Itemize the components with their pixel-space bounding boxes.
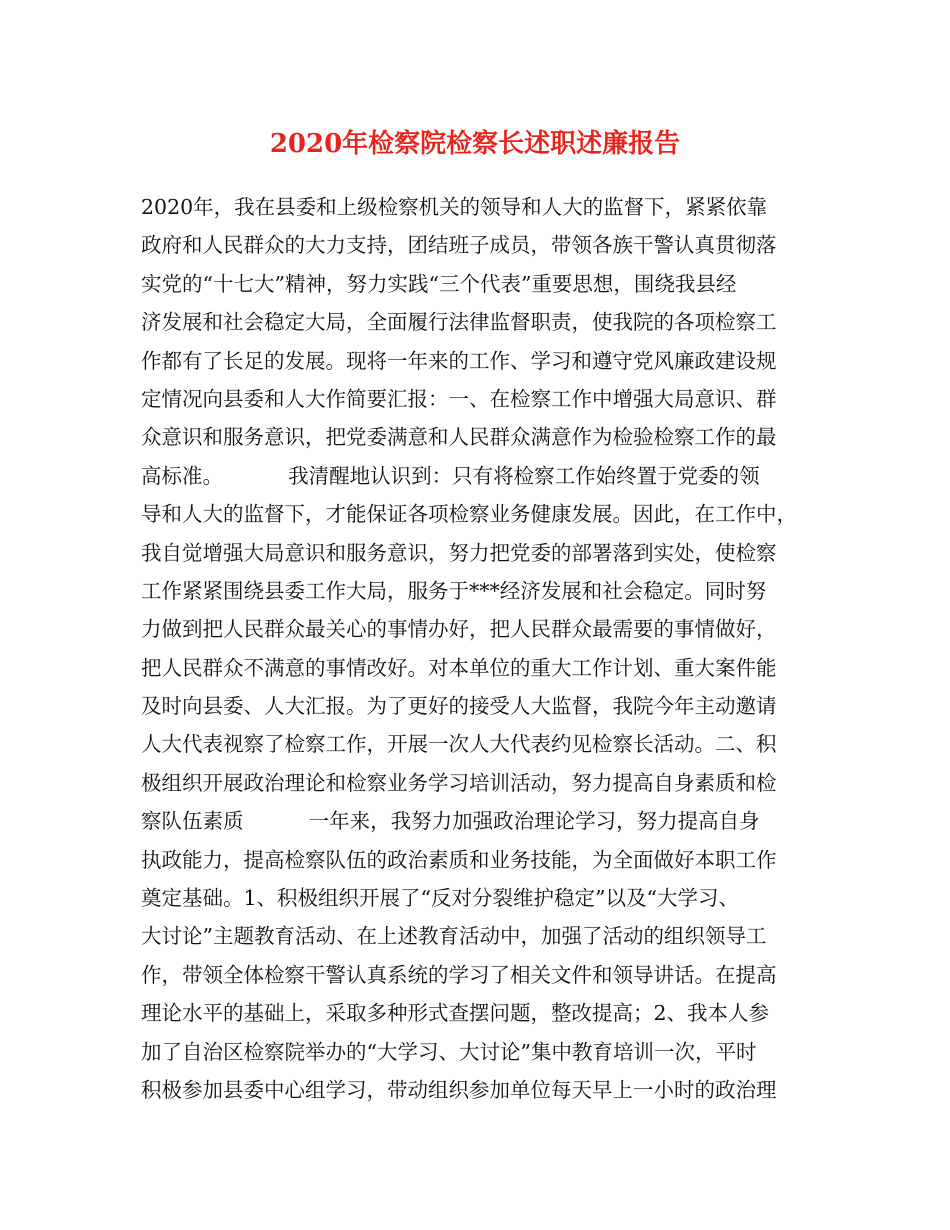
- body-line: 2020年，我在县委和上级检察机关的领导和人大的监督下，紧紧依靠: [141, 195, 768, 219]
- body-line: 作，带领全体检察干警认真系统的学习了相关文件和领导讲话。在提高: [141, 962, 777, 987]
- body-line: 及时向县委、人大汇报。为了更好的接受人大监督，我院今年主动邀请: [141, 694, 777, 719]
- body-line: 加了自治区检察院举办的“大学习、大讨论”集中教育培训一次，平时: [141, 1039, 757, 1064]
- body-line: 导和人大的监督下，才能保证各项检察业务健康发展。因此，在工作中，: [141, 502, 797, 527]
- body-line: 作都有了长足的发展。现将一年来的工作、学习和遵守党风廉政建设规: [141, 348, 777, 373]
- body-line: 我自觉增强大局意识和服务意识，努力把党委的部署落到实处，使检察: [141, 540, 777, 565]
- body-line: 奠定基础。1、积极组织开展了“反对分裂维护稳定”以及“大学习、: [141, 886, 739, 911]
- body-line: 工作紧紧围绕县委工作大局，服务于***经济发展和社会稳定。同时努: [141, 578, 767, 603]
- body-line: 济发展和社会稳定大局，全面履行法律监督职责，使我院的各项检察工: [141, 310, 777, 335]
- document-title: 2020年检察院检察长述职述廉报告: [269, 129, 681, 159]
- body-line: 人大代表视察了检察工作，开展一次人大代表约见检察长活动。二、积: [141, 732, 777, 757]
- body-line: 力做到把人民群众最关心的事情办好，把人民群众最需要的事情做好，: [141, 617, 777, 642]
- body-line: 大讨论”主题教育活动、在上述教育活动中，加强了活动的组织领导工: [141, 924, 767, 949]
- body-line: 执政能力，提高检察队伍的政治素质和业务技能，为全面做好本职工作: [141, 847, 777, 872]
- document-body: [141, 188, 821, 1109]
- body-line: 积极参加县委中心组学习，带动组织参加单位每天早上一小时的政治理: [141, 1077, 777, 1102]
- body-line: 高标准。 我清醒地认识到：只有将检察工作始终置于党委的领: [141, 463, 760, 488]
- body-line: 把人民群众不满意的事情改好。对本单位的重大工作计划、重大案件能: [141, 655, 777, 680]
- body-line: 定情况向县委和人大作简要汇报：一、在检察工作中增强大局意识、群: [141, 386, 777, 411]
- body-line: 实党的“十七大”精神，努力实践“三个代表”重要思想，围绕我县经: [141, 271, 737, 296]
- body-line: 极组织开展政治理论和检察业务学习培训活动，努力提高自身素质和检: [141, 770, 777, 795]
- body-line: 政府和人民群众的大力支持，团结班子成员，带领各族干警认真贯彻落: [141, 233, 777, 258]
- body-line: 众意识和服务意识，把党委满意和人民群众满意作为检验检察工作的最: [141, 425, 777, 450]
- body-line: 理论水平的基础上，采取多种形式查摆问题，整改提高；2、我本人参: [141, 1001, 770, 1026]
- body-line: 察队伍素质 一年来，我努力加强政治理论学习，努力提高自身: [141, 809, 760, 834]
